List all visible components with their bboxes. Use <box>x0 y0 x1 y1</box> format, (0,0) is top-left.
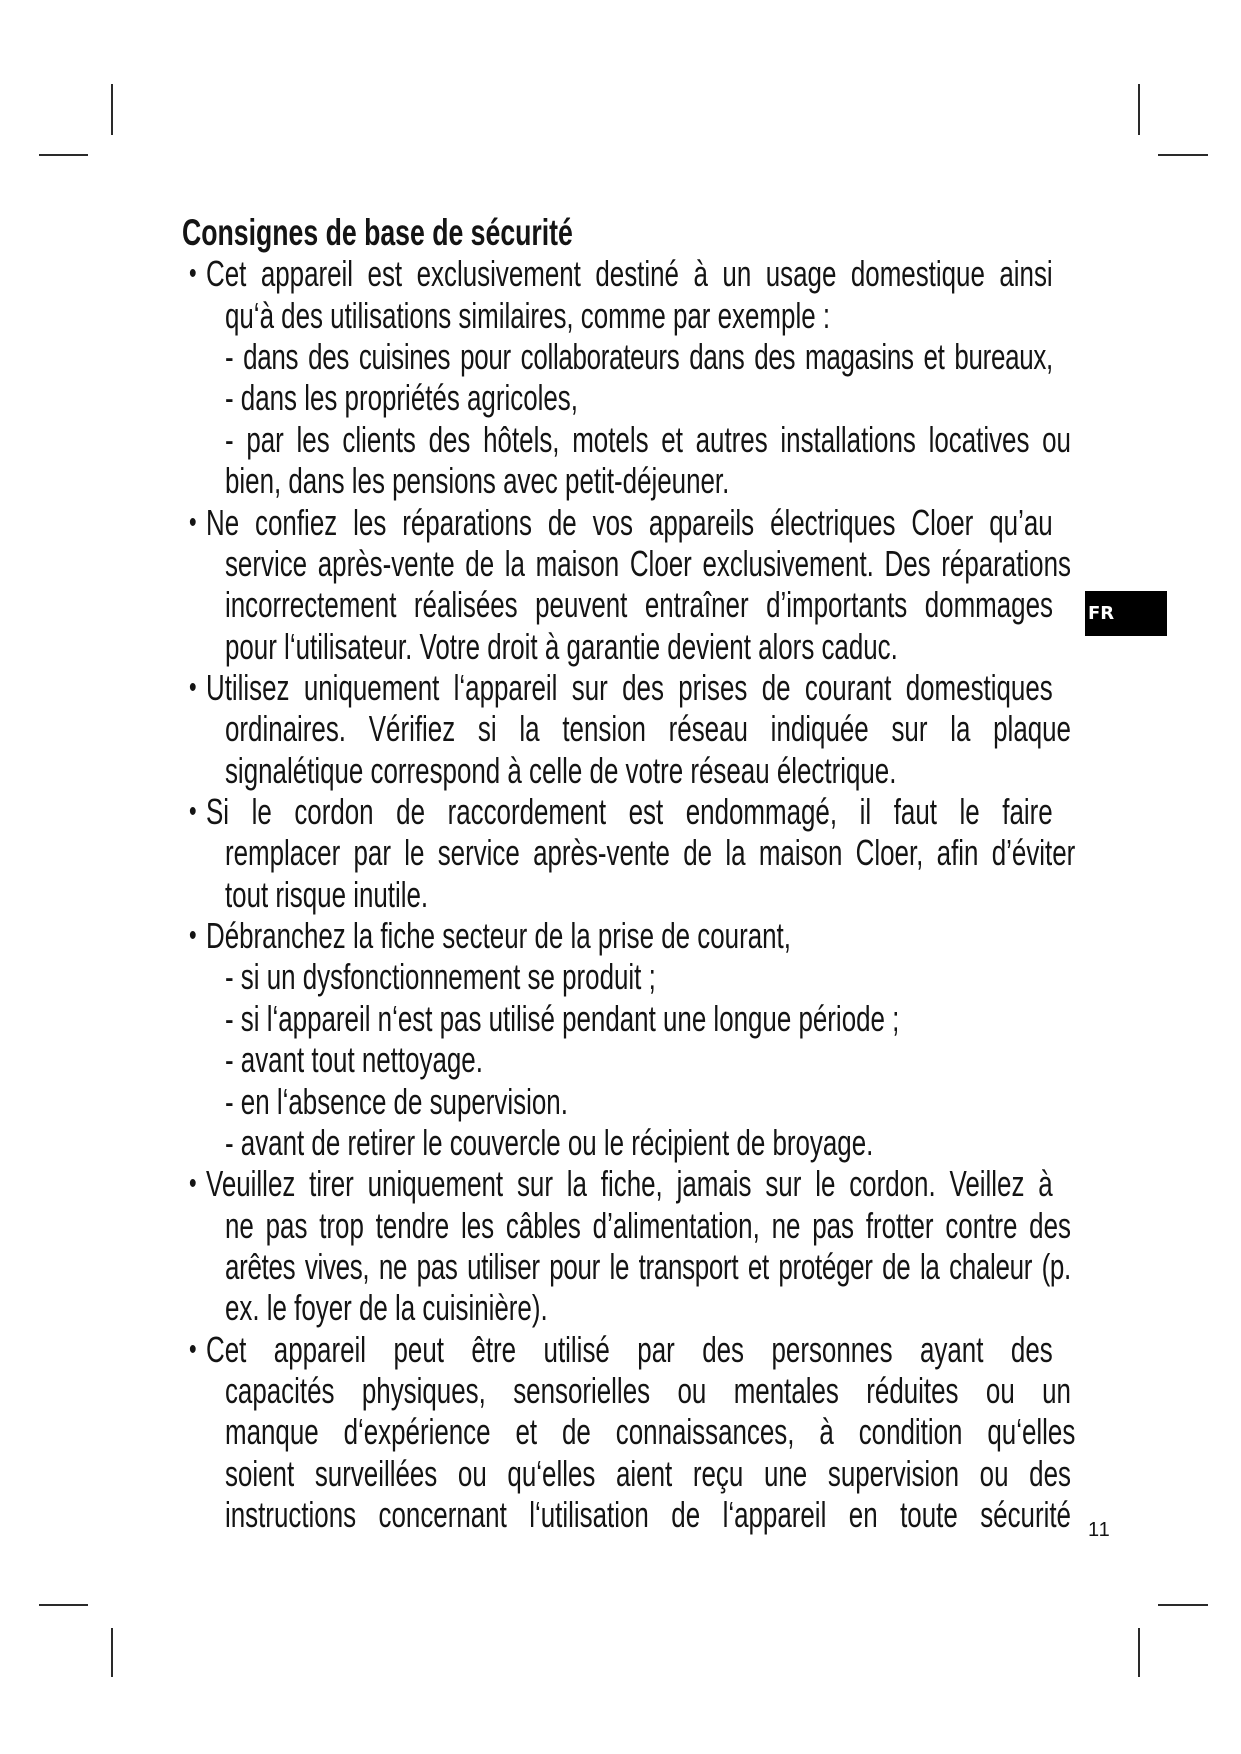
item-line-text: Ne confiez les réparations de vos appareils électriques Cloer qu’au <box>205 501 1053 543</box>
crop-mark-top-left-horizontal <box>39 154 88 156</box>
item-line <box>182 1163 1053 1204</box>
item-line: incorrectement réalisées peuvent entraîner d’importants dommages <box>224 584 1053 626</box>
item-line: ordinaires. Vérifiez si la tension réseau indiquée sur la plaque <box>224 708 1071 750</box>
bullet-marker: • <box>188 670 197 704</box>
item-line-text: Cet appareil peut être utilisé par des personnes ayant des <box>205 1328 1053 1370</box>
item-line: instructions concernant l‘utilisation de l‘appareil en toute sécurité <box>224 1494 1071 1536</box>
item-line: ex. le foyer de la cuisinière). <box>224 1287 548 1329</box>
item-line: - dans les propriétés agricoles, <box>224 377 578 419</box>
safety-section <box>182 212 1078 1536</box>
item-line: - avant tout nettoyage. <box>224 1039 483 1081</box>
item-line: - en l‘absence de supervision. <box>224 1080 568 1122</box>
safety-item <box>182 915 1078 1163</box>
item-line: remplacer par le service après-vente de la maison Cloer, afin d’éviter <box>224 832 1076 874</box>
item-line-text: Débranchez la fiche secteur de la prise de courant, <box>205 915 791 957</box>
item-line: bien, dans les pensions avec petit-déjeuner. <box>224 460 730 502</box>
item-line <box>182 915 1053 956</box>
item-line: - si l‘appareil n‘est pas utilisé pendant une longue période ; <box>224 997 900 1039</box>
safety-item <box>182 253 1078 501</box>
safety-item <box>182 1329 1078 1536</box>
item-line: manque d‘expérience et de connaissances, à condition qu‘elles <box>224 1411 1076 1453</box>
crop-mark-bottom-right-horizontal <box>1158 1604 1208 1606</box>
item-line: ne pas trop tendre les câbles d’alimentation, ne pas frotter contre des <box>224 1204 1071 1246</box>
item-line-text: Utilisez uniquement l‘appareil sur des prises de courant domestiques <box>205 666 1053 708</box>
bullet-marker: • <box>188 919 197 953</box>
item-line: capacités physiques, sensorielles ou mentales réduites ou un <box>224 1370 1071 1412</box>
item-line: - avant de retirer le couvercle ou le récipient de broyage. <box>224 1121 874 1163</box>
safety-item <box>182 791 1078 915</box>
item-line: arêtes vives, ne pas utiliser pour le transport et protéger de la chaleur (p. <box>224 1245 1071 1287</box>
bullet-marker: • <box>188 1167 197 1201</box>
safety-item <box>182 667 1078 791</box>
item-line: service après-vente de la maison Cloer exclusivement. Des réparations <box>224 542 1071 584</box>
section-title: Consignes de base de sécurité <box>182 212 573 253</box>
item-line: - si un dysfonctionnement se produit ; <box>224 956 656 998</box>
item-line: signalétique correspond à celle de votre réseau électrique. <box>224 749 897 791</box>
crop-mark-bottom-left-horizontal <box>39 1604 88 1606</box>
safety-item <box>182 502 1078 667</box>
item-line <box>182 502 1053 543</box>
safety-item <box>182 1163 1078 1328</box>
item-line: pour l‘utilisateur. Votre droit à garantie devient alors caduc. <box>224 625 898 667</box>
crop-mark-top-right-horizontal <box>1158 154 1208 156</box>
item-line-text: Veuillez tirer uniquement sur la fiche, jamais sur le cordon. Veillez à <box>205 1163 1053 1205</box>
bullet-marker: • <box>188 795 197 829</box>
crop-mark-top-left-vertical <box>111 84 113 135</box>
item-line: - par les clients des hôtels, motels et autres installations locatives ou <box>224 418 1071 460</box>
item-line-text: Cet appareil est exclusivement destiné à un usage domestique ainsi <box>205 253 1053 295</box>
crop-mark-bottom-right-vertical <box>1138 1628 1140 1677</box>
bullet-marker: • <box>188 257 197 291</box>
item-line: qu‘à des utilisations similaires, comme par exemple : <box>224 294 831 336</box>
bullet-marker: • <box>188 1332 197 1366</box>
bullet-marker: • <box>188 505 197 539</box>
item-line: - dans des cuisines pour collaborateurs dans des magasins et bureaux, <box>224 336 1053 378</box>
item-line-text: Si le cordon de raccordement est endommagé, il faut le faire <box>205 791 1053 833</box>
item-line <box>182 253 1053 294</box>
page-number: 11 <box>1088 1519 1111 1541</box>
item-line: soient surveillées ou qu‘elles aient reçu une supervision ou des <box>224 1452 1071 1494</box>
item-line <box>182 667 1053 708</box>
language-tab: FR <box>1085 591 1167 636</box>
crop-mark-top-right-vertical <box>1138 84 1140 135</box>
crop-mark-bottom-left-vertical <box>111 1628 113 1677</box>
item-line: tout risque inutile. <box>224 873 429 915</box>
item-line <box>182 1329 1053 1370</box>
item-line <box>182 791 1053 832</box>
